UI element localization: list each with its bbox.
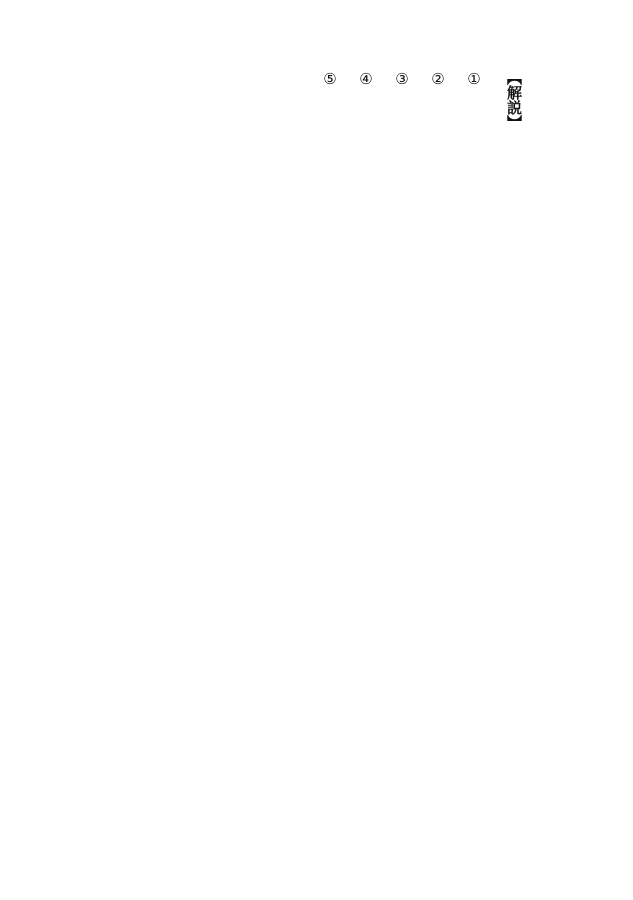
note-2 — [424, 70, 452, 840]
note-4 — [352, 70, 380, 840]
note-number: ③ — [393, 70, 411, 88]
commentary-page — [98, 70, 528, 840]
note-number: ⑤ — [321, 70, 339, 88]
commentary-heading: 【解説】 — [505, 70, 523, 130]
note-number: ① — [465, 70, 483, 88]
note-1 — [460, 70, 488, 840]
note-number: ② — [429, 70, 447, 88]
note-5 — [316, 70, 344, 840]
note-3 — [388, 70, 416, 840]
note-number: ④ — [357, 70, 375, 88]
